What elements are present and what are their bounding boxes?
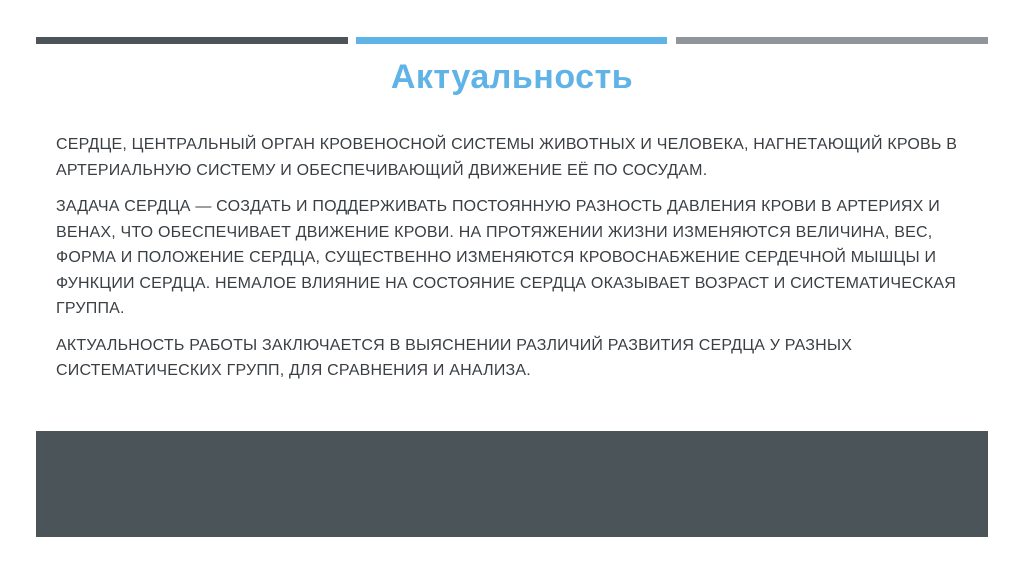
- top-divider-blue: [356, 37, 667, 44]
- paragraph-function: ЗАДАЧА СЕРДЦА — СОЗДАТЬ И ПОДДЕРЖИВАТЬ ПОСТОЯННУЮ РАЗНОСТЬ ДАВЛЕНИЯ КРОВИ В АРТЕРИЯХ И ВЕНАХ, ЧТО ОБЕСПЕЧИВАЕТ ДВИЖЕНИЕ КРОВИ. НА ПРОТЯЖЕНИИ ЖИЗНИ ИЗМЕНЯЮТСЯ ВЕЛИЧИНА, ВЕС, ФОРМА И ПОЛОЖЕНИЕ СЕРДЦА, СУЩЕСТВЕННО ИЗМЕНЯЮТСЯ КРОВОСНАБЖЕНИЕ СЕРДЕЧНОЙ МЫШЦЫ И ФУНКЦИИ СЕРДЦА. НЕМАЛОЕ ВЛИЯНИЕ НА СОСТОЯНИЕ СЕРДЦА ОКАЗЫВАЕТ ВОЗРАСТ И СИСТЕМАТИЧЕСКАЯ ГРУППА.: [56, 198, 957, 317]
- paragraph-definition: СЕРДЦЕ, ЦЕНТРАЛЬНЫЙ ОРГАН КРОВЕНОСНОЙ СИСТЕМЫ ЖИВОТНЫХ И ЧЕЛОВЕКА, НАГНЕТАЮЩИЙ КРОВЬ В АРТЕРИАЛЬНУЮ СИСТЕМУ И ОБЕСПЕЧИВАЮЩИЙ ДВИЖЕНИЕ ЕЁ ПО СОСУДАМ.: [56, 136, 958, 179]
- top-divider-dark: [36, 37, 348, 44]
- slide-title: Актуальность: [390, 58, 634, 96]
- slide-body: [56, 132, 981, 395]
- top-divider-gray: [676, 37, 988, 44]
- bottom-panel: [36, 431, 988, 537]
- paragraph-relevance: АКТУАЛЬНОСТЬ РАБОТЫ ЗАКЛЮЧАЕТСЯ В ВЫЯСНЕНИИ РАЗЛИЧИЙ РАЗВИТИЯ СЕРДЦА У РАЗНЫХ СИСТЕМАТИЧЕСКИХ ГРУПП, ДЛЯ СРАВНЕНИЯ И АНАЛИЗА.: [56, 336, 853, 379]
